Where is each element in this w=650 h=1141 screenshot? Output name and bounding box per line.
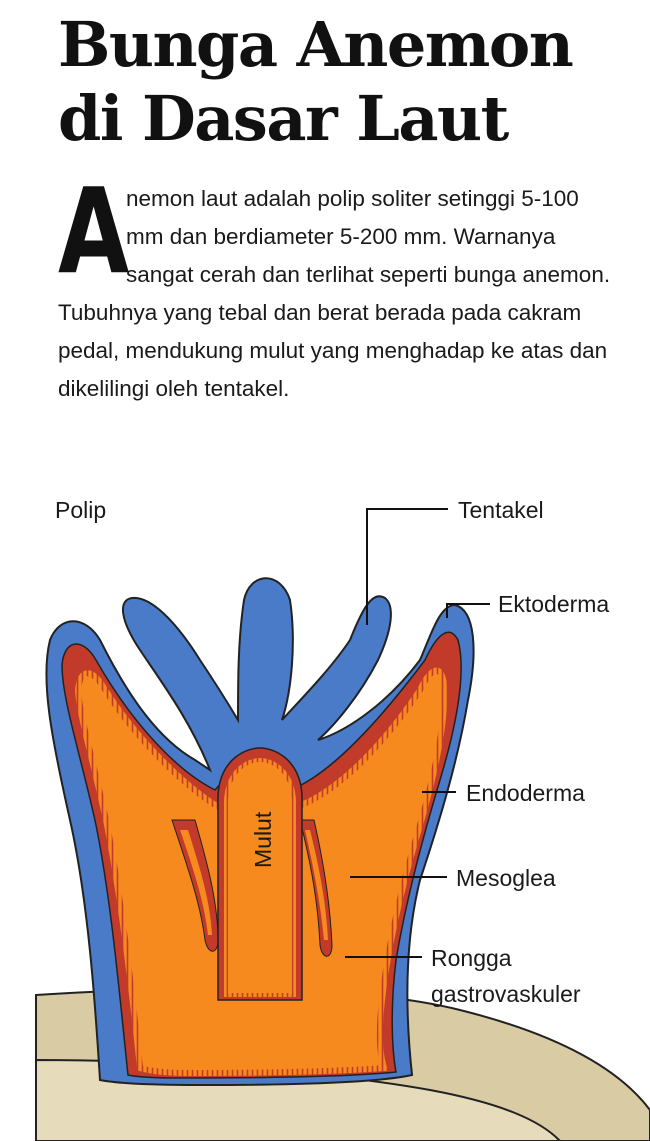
title-line-1: Bunga Anemon xyxy=(58,8,573,81)
title-line-2: di Dasar Laut xyxy=(58,82,508,155)
label-tentakel: Tentakel xyxy=(458,497,544,523)
label-endoderma: Endoderma xyxy=(466,780,585,806)
label-mulut: Mulut xyxy=(250,811,276,868)
drop-cap: A xyxy=(58,162,130,300)
intro-text: nemon laut adalah polip soliter setinggi 5-100 mm dan berdiameter 5-200 mm. Warnanya sangat cerah dan terlihat seperti bunga anemon. Tubuhnya yang tebal dan berat berada pada cakram pedal, mendukung mulut yang menghadap ke atas dan dikelilingi oleh tentakel. xyxy=(58,186,611,401)
label-mesoglea: Mesoglea xyxy=(456,865,556,891)
label-polip: Polip xyxy=(55,497,107,523)
label-rongga-2: gastrovaskuler xyxy=(431,981,581,1007)
label-rongga-1: Rongga xyxy=(431,945,512,971)
label-ektoderma: Ektoderma xyxy=(498,591,610,617)
